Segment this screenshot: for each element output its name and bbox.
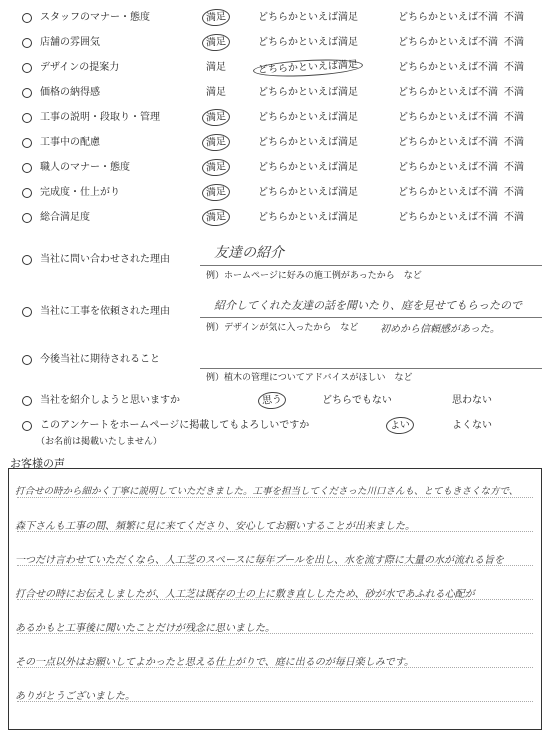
bullet-icon	[22, 396, 32, 406]
bullet-icon	[22, 38, 32, 48]
rating-option[interactable]: どちらかといえば満足	[258, 58, 363, 78]
rating-row	[0, 8, 550, 28]
rating-option[interactable]: 満足	[206, 62, 226, 73]
publish-note: （お名前は掲載いたしません）	[36, 437, 163, 447]
rating-option[interactable]: 不満	[504, 37, 524, 48]
question-publish	[0, 416, 550, 436]
rating-row	[0, 58, 550, 78]
bullet-icon	[22, 188, 32, 198]
rating-option[interactable]: 不満	[504, 62, 524, 73]
rating-option[interactable]: どちらかといえば満足	[258, 112, 358, 123]
answer-line	[200, 265, 542, 266]
voice-line: 打合せの時にお伝えしましたが、人工芝は既存の土の上に敷き直ししたため、砂が水であふれる心配が	[15, 589, 475, 600]
voice-box	[8, 468, 542, 730]
rating-option[interactable]: どちらかといえば不満	[398, 162, 498, 173]
voice-line: 打合せの時から細かく丁寧に説明していただきました。工事を担当してくださった川口さんも、とてもきさくな方で、	[15, 486, 519, 497]
rating-label: 店舗の雰囲気	[40, 37, 100, 48]
ruled-line	[17, 565, 533, 566]
rating-option[interactable]: どちらかといえば不満	[398, 37, 498, 48]
rating-row	[0, 108, 550, 128]
rating-option[interactable]: どちらかといえば満足	[258, 137, 358, 148]
ruled-line	[17, 667, 533, 668]
question-expectation	[0, 350, 550, 370]
rating-option[interactable]: どちらかといえば満足	[258, 12, 358, 23]
question-label: 当社に問い合わせされた理由	[40, 254, 170, 265]
bullet-icon	[22, 113, 32, 123]
rating-option[interactable]: 不満	[504, 112, 524, 123]
rating-option[interactable]: どちらかといえば満足	[258, 87, 358, 98]
rating-option[interactable]: 満足	[206, 33, 230, 53]
rating-label: 工事の説明・段取り・管理	[40, 112, 160, 123]
voice-line: その一点以外はお願いしてよかったと思える仕上がりで、庭に出るのが毎日楽しみです。	[15, 657, 414, 668]
rating-label: スタッフのマナー・態度	[40, 12, 150, 23]
rating-row	[0, 33, 550, 53]
bullet-icon	[22, 138, 32, 148]
rating-label: 完成度・仕上がり	[40, 187, 120, 198]
rating-row	[0, 208, 550, 228]
rating-option[interactable]: 満足	[206, 8, 230, 28]
inquiry-answer: 友達の紹介	[214, 245, 284, 261]
rating-option[interactable]: 不満	[504, 187, 524, 198]
rating-option[interactable]: 不満	[504, 137, 524, 148]
inquiry-example: 例）ホームページに好みの施工例があったから など	[206, 271, 422, 281]
rating-option[interactable]: 満足	[206, 133, 230, 153]
question-label: 当社を紹介しようと思いますか	[40, 395, 180, 406]
question-label: 今後当社に期待されること	[40, 354, 160, 365]
rating-option[interactable]: 不満	[504, 162, 524, 173]
ruled-line	[17, 531, 533, 532]
bullet-icon	[22, 13, 32, 23]
question-label: このアンケートをホームページに掲載してもよろしいですか	[40, 420, 310, 431]
refer-option-neutral[interactable]: どちらでもない	[322, 395, 392, 406]
bullet-icon	[22, 307, 32, 317]
rating-label: 価格の納得感	[40, 87, 100, 98]
bullet-icon	[22, 255, 32, 265]
rating-option[interactable]: どちらかといえば不満	[398, 137, 498, 148]
refer-option-no[interactable]: 思わない	[452, 395, 492, 406]
rating-option[interactable]: どちらかといえば満足	[258, 162, 358, 173]
rating-option[interactable]: 満足	[206, 183, 230, 203]
ruled-line	[17, 497, 533, 498]
rating-option[interactable]: どちらかといえば満足	[258, 37, 358, 48]
answer-line	[200, 368, 542, 369]
bullet-icon	[22, 63, 32, 73]
rating-label: 工事中の配慮	[40, 137, 100, 148]
order-answer-continued: 初めから信頼感があった。	[380, 324, 500, 335]
question-label: 当社に工事を依頼された理由	[40, 306, 170, 317]
rating-option[interactable]: 満足	[206, 208, 230, 228]
voice-line: 一つだけ言わせていただくなら、人工芝のスペースに毎年プールを出し、水を流す際に大量の水が流れる旨を	[15, 555, 504, 566]
answer-line	[200, 317, 542, 318]
order-answer: 紹介してくれた友達の話を聞いたり、庭を見せてもらったので	[214, 299, 522, 312]
rating-option[interactable]: どちらかといえば満足	[258, 187, 358, 198]
bullet-icon	[22, 421, 32, 431]
ruled-line	[17, 599, 533, 600]
rating-option[interactable]: どちらかといえば不満	[398, 212, 498, 223]
expectation-example: 例）植木の管理についてアドバイスがほしい など	[206, 373, 413, 383]
bullet-icon	[22, 88, 32, 98]
rating-row	[0, 158, 550, 178]
voice-line: 森下さんも工事の間、頻繁に見に来てくださり、安心してお願いすることが出来ました。	[15, 521, 415, 532]
rating-label: デザインの提案力	[40, 62, 120, 73]
order-example: 例）デザインが気に入ったから など	[206, 323, 359, 333]
bullet-icon	[22, 213, 32, 223]
rating-option[interactable]: 不満	[504, 12, 524, 23]
voice-line: あるかもと工事後に聞いたことだけが残念に思いました。	[15, 623, 275, 634]
rating-option[interactable]: 満足	[206, 87, 226, 98]
rating-option[interactable]: 不満	[504, 87, 524, 98]
question-refer	[0, 391, 550, 411]
bullet-icon	[22, 355, 32, 365]
rating-option[interactable]: どちらかといえば不満	[398, 112, 498, 123]
rating-label: 職人のマナー・態度	[40, 162, 130, 173]
ruled-line	[17, 701, 533, 702]
rating-option[interactable]: 不満	[504, 212, 524, 223]
rating-option[interactable]: どちらかといえば不満	[398, 62, 498, 73]
rating-label: 総合満足度	[40, 212, 90, 223]
rating-option[interactable]: 満足	[206, 108, 230, 128]
rating-row	[0, 83, 550, 103]
refer-option-yes[interactable]: 思う	[262, 391, 286, 411]
rating-option[interactable]: どちらかといえば不満	[398, 187, 498, 198]
rating-row	[0, 133, 550, 153]
voice-title: お客様の声	[10, 457, 65, 470]
rating-option[interactable]: どちらかといえば不満	[398, 87, 498, 98]
voice-line: ありがとうございました。	[15, 691, 135, 702]
publish-option-yes[interactable]: よい	[390, 416, 414, 436]
rating-option[interactable]: どちらかといえば不満	[398, 12, 498, 23]
publish-option-no[interactable]: よくない	[452, 420, 492, 431]
rating-row	[0, 183, 550, 203]
bullet-icon	[22, 163, 32, 173]
rating-option[interactable]: 満足	[206, 158, 230, 178]
rating-option[interactable]: どちらかといえば満足	[258, 212, 358, 223]
ruled-line	[17, 633, 533, 634]
